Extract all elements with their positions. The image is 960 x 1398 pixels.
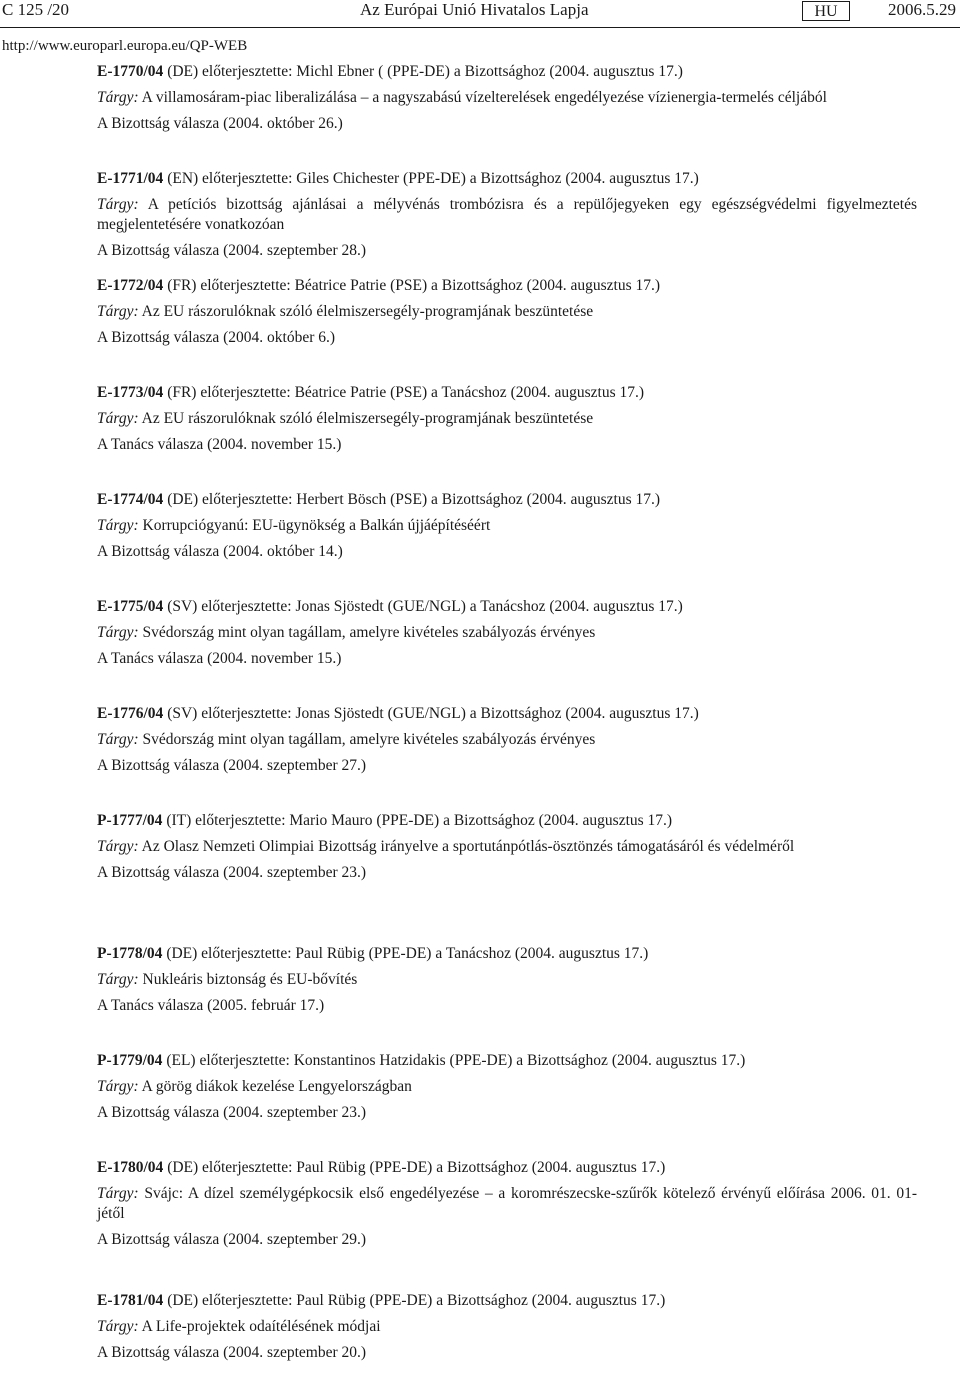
question-author: (DE) előterjesztette: Paul Rübig (PPE-DE) a Bizottsághoz (2004. augusztus 17.) bbox=[163, 1292, 666, 1309]
question-entry bbox=[97, 944, 917, 1051]
question-code: E-1773/04 bbox=[97, 384, 164, 401]
question-header bbox=[97, 276, 917, 296]
subject-text: Nukleáris biztonság és EU-bővítés bbox=[138, 971, 358, 988]
subject-label: Tárgy: bbox=[97, 1318, 139, 1335]
question-header bbox=[97, 62, 917, 82]
answer-line: A Bizottság válasza (2004. október 14.) bbox=[97, 543, 343, 560]
question-subject bbox=[97, 88, 917, 108]
question-entry bbox=[97, 276, 917, 383]
question-author: (DE) előterjesztette: Michl Ebner ( (PPE-DE) a Bizottsághoz (2004. augusztus 17.) bbox=[163, 63, 683, 80]
question-author: (DE) előterjesztette: Paul Rübig (PPE-DE) a Bizottsághoz (2004. augusztus 17.) bbox=[163, 1159, 666, 1176]
subject-label: Tárgy: bbox=[97, 1078, 139, 1095]
answer-line: A Bizottság válasza (2004. szeptember 28.) bbox=[97, 242, 367, 259]
question-author: (EN) előterjesztette: Giles Chichester (PPE-DE) a Bizottsághoz (2004. augusztus 17.) bbox=[163, 170, 699, 187]
subject-text: Svédország mint olyan tagállam, amelyre kivételes szabályozás érvényes bbox=[138, 731, 596, 748]
question-entry bbox=[97, 169, 917, 276]
subject-label: Tárgy: bbox=[97, 624, 139, 641]
question-author: (DE) előterjesztette: Herbert Bösch (PSE) a Bizottsághoz (2004. augusztus 17.) bbox=[163, 491, 661, 508]
question-entry bbox=[97, 1158, 917, 1291]
question-subject bbox=[97, 302, 917, 322]
subject-text: A petíciós bizottság ajánlásai a mélyvénás trombózisra és a repülőjegyeken egy egészségvédelmi figyelmeztetés megjelentetésére vonatkozóan bbox=[97, 196, 917, 233]
issue-number: C 125 /20 bbox=[2, 0, 70, 19]
subject-label: Tárgy: bbox=[97, 838, 139, 855]
subject-text: Svájc: A dízel személygépkocsik első engedélyezése – a koromrészecske-szűrők kötelező érvényű előírása 2006. 01. 01-jétől bbox=[97, 1185, 917, 1222]
question-header bbox=[97, 169, 917, 189]
header-rule bbox=[0, 27, 960, 28]
answer-line: A Bizottság válasza (2004. szeptember 23.) bbox=[97, 1104, 367, 1121]
publication-date: 2006.5.29 bbox=[888, 0, 956, 19]
subject-label: Tárgy: bbox=[97, 517, 139, 534]
subject-label: Tárgy: bbox=[97, 303, 139, 320]
question-code: P-1779/04 bbox=[97, 1052, 163, 1069]
language-badge: HU bbox=[802, 1, 850, 21]
question-entry bbox=[97, 704, 917, 811]
question-list bbox=[97, 62, 917, 1398]
question-code: P-1778/04 bbox=[97, 945, 163, 962]
question-code: E-1770/04 bbox=[97, 63, 164, 80]
question-header bbox=[97, 811, 917, 831]
question-header bbox=[97, 704, 917, 724]
question-entry bbox=[97, 597, 917, 704]
answer-line: A Bizottság válasza (2004. szeptember 27.) bbox=[97, 757, 367, 774]
question-subject bbox=[97, 195, 917, 235]
question-header bbox=[97, 1158, 917, 1178]
subject-text: Az EU rászorulóknak szóló élelmiszersegély-programjának beszüntetése bbox=[138, 410, 594, 427]
subject-label: Tárgy: bbox=[97, 89, 139, 106]
subject-text: Az EU rászorulóknak szóló élelmiszersegély-programjának beszüntetése bbox=[138, 303, 594, 320]
question-subject bbox=[97, 516, 917, 536]
answer-line: A Bizottság válasza (2004. október 26.) bbox=[97, 115, 343, 132]
subject-label: Tárgy: bbox=[97, 196, 139, 213]
question-code: E-1775/04 bbox=[97, 598, 164, 615]
answer-line: A Tanács válasza (2004. november 15.) bbox=[97, 650, 342, 667]
question-subject bbox=[97, 409, 917, 429]
question-author: (EL) előterjesztette: Konstantinos Hatzidakis (PPE-DE) a Bizottsághoz (2004. augusztus 17.) bbox=[162, 1052, 746, 1069]
question-entry bbox=[97, 62, 917, 169]
question-code: E-1774/04 bbox=[97, 491, 164, 508]
question-header bbox=[97, 490, 917, 510]
subject-label: Tárgy: bbox=[97, 1185, 139, 1202]
source-url: http://www.europarl.europa.eu/QP-WEB bbox=[2, 38, 248, 54]
question-header bbox=[97, 597, 917, 617]
answer-line: A Bizottság válasza (2004. szeptember 23.) bbox=[97, 864, 367, 881]
answer-line: A Bizottság válasza (2004. szeptember 29.) bbox=[97, 1231, 367, 1248]
subject-text: Az Olasz Nemzeti Olimpiai Bizottság irányelve a sportutánpótlás-ösztönzés támogatásáról és védelméről bbox=[138, 838, 795, 855]
subject-text: Svédország mint olyan tagállam, amelyre kivételes szabályozás érvényes bbox=[138, 624, 596, 641]
question-code: E-1771/04 bbox=[97, 170, 164, 187]
question-subject bbox=[97, 837, 917, 857]
question-subject bbox=[97, 1184, 917, 1224]
question-header bbox=[97, 383, 917, 403]
subject-label: Tárgy: bbox=[97, 410, 139, 427]
question-subject bbox=[97, 623, 917, 643]
answer-line: A Tanács válasza (2004. november 15.) bbox=[97, 436, 342, 453]
question-code: E-1780/04 bbox=[97, 1159, 164, 1176]
question-author: (IT) előterjesztette: Mario Mauro (PPE-DE) a Bizottsághoz (2004. augusztus 17.) bbox=[162, 812, 673, 829]
question-entry bbox=[97, 383, 917, 490]
subject-text: A Life-projektek odaítélésének módjai bbox=[138, 1318, 381, 1335]
question-author: (FR) előterjesztette: Béatrice Patrie (PSE) a Tanácshoz (2004. augusztus 17.) bbox=[163, 384, 645, 401]
question-code: E-1776/04 bbox=[97, 705, 164, 722]
question-header bbox=[97, 1291, 917, 1311]
question-header bbox=[97, 944, 917, 964]
question-entry bbox=[97, 1291, 917, 1398]
question-header bbox=[97, 1051, 917, 1071]
journal-header bbox=[0, 0, 960, 30]
question-author: (DE) előterjesztette: Paul Rübig (PPE-DE) a Tanácshoz (2004. augusztus 17.) bbox=[162, 945, 649, 962]
answer-line: A Tanács válasza (2005. február 17.) bbox=[97, 997, 325, 1014]
question-subject bbox=[97, 1317, 917, 1337]
subject-label: Tárgy: bbox=[97, 971, 139, 988]
question-code: E-1772/04 bbox=[97, 277, 164, 294]
question-subject bbox=[97, 730, 917, 750]
question-author: (FR) előterjesztette: Béatrice Patrie (PSE) a Bizottsághoz (2004. augusztus 17.) bbox=[163, 277, 661, 294]
question-code: E-1781/04 bbox=[97, 1292, 164, 1309]
subject-text: A villamosáram-piac liberalizálása – a nagyszabású vízelterelések engedélyezése vízienergia-termelés céljából bbox=[138, 89, 827, 106]
subject-text: A görög diákok kezelése Lengyelországban bbox=[138, 1078, 412, 1095]
question-author: (SV) előterjesztette: Jonas Sjöstedt (GUE/NGL) a Bizottsághoz (2004. augusztus 17.) bbox=[163, 705, 699, 722]
question-entry bbox=[97, 490, 917, 597]
question-author: (SV) előterjesztette: Jonas Sjöstedt (GUE/NGL) a Tanácshoz (2004. augusztus 17.) bbox=[163, 598, 683, 615]
answer-line: A Bizottság válasza (2004. október 6.) bbox=[97, 329, 336, 346]
answer-line: A Bizottság válasza (2004. szeptember 20.) bbox=[97, 1344, 367, 1361]
question-subject bbox=[97, 1077, 917, 1097]
question-code: P-1777/04 bbox=[97, 812, 163, 829]
question-entry bbox=[97, 1051, 917, 1158]
journal-title: Az Európai Unió Hivatalos Lapja bbox=[360, 0, 589, 19]
subject-text: Korrupciógyanú: EU-ügynökség a Balkán újjáépítéséért bbox=[138, 517, 491, 534]
question-subject bbox=[97, 970, 917, 990]
question-entry bbox=[97, 811, 917, 944]
subject-label: Tárgy: bbox=[97, 731, 139, 748]
